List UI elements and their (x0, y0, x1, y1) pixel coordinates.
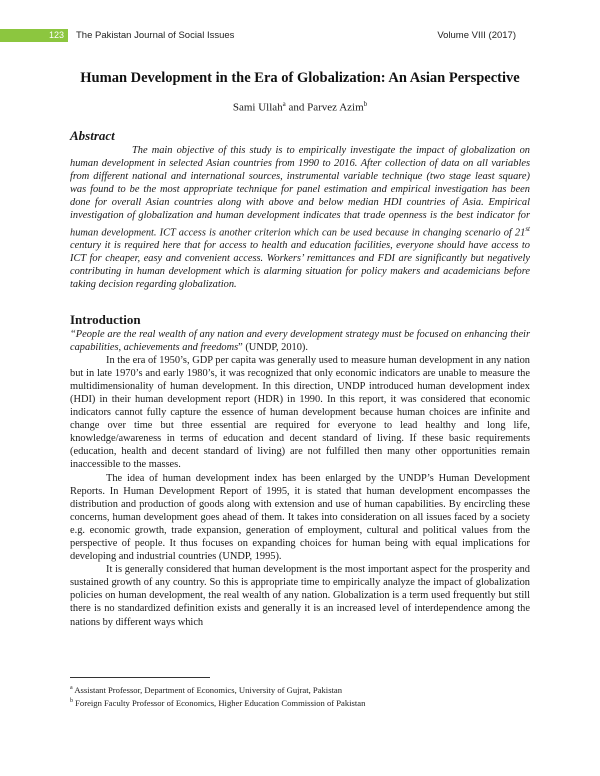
author-affiliation-mark: b (363, 100, 368, 108)
footnotes (70, 683, 540, 709)
body-paragraph: In the era of 1950’s, GDP per capita was generally used to measure human development in any nation but in late 1970’s and early 1980’s, it was recognized that only economic indicators are unable to measure the multidimensionality of human development. In this direction, UNDP introduced human development index (HDI) in their human development report (HDR) in 1990. In this report, it was considered that economic indicators cannot fully capture the essence of human development because human choices are infinite and change over time but three essential are required for everyone to lead healthy and long life, knowledge/awareness in terms of education and decent standard of living. If these basic requirements (education, health and decent standard of living) are not fulfilled then many other opportunities remain inaccessible to the masses. (70, 354, 530, 471)
author-affiliation-mark: a (282, 100, 286, 108)
quote-citation: ” (UNDP, 2010). (238, 341, 308, 353)
journal-name: The Pakistan Journal of Social Issues (76, 30, 235, 41)
page-number: 123 (0, 29, 68, 42)
introduction-heading: Introduction (70, 311, 141, 327)
footnote-text: Assistant Professor, Department of Economics, University of Gujrat, Pakistan (72, 684, 343, 695)
footnote (70, 683, 540, 696)
body-paragraph: It is generally considered that human development is the most important aspect for the prosperity and sustained growth of any country. So this is appropriate time to empirically analyze the impact of globalization policies on human development, the real wealth of any nation. Globalization is a term used frequently but still there is no standardized definition exists and generally it is an increased level of interdependence among the nations by different ways which (70, 564, 530, 628)
running-header (0, 29, 600, 42)
abstract-text: The main objective of this study is to empirically investigate the impact of globalization on human development in selected Asian countries from 1990 to 2016. After collection of data on all variables from different national and international sources, instrumental variable technique (two stage least square) was found to be the most appropriate technique for panel estimation and empirical investigation has been done for overall Asian countries along with above and below median HDI countries of Asia. Empirical investigation of globalization and human development indicates that trade openness is the best indicator for human development. ICT access is another criterion which can be used because in changing scenario of 21st century it is required here that for access to health and education facilities, everyone should have access to ICT for cheaper, easy and convenient access. Workers’ remittances and FDI are significantly but negatively contributing in human development which is alarming situation for policy makers and academicians before taking decision regarding globalization. (70, 145, 530, 291)
footnote-divider (70, 677, 210, 678)
paper-title: Human Development in the Era of Globalization: An Asian Perspective (80, 70, 520, 86)
quote-text: “People are the real wealth of any nation and every development strategy must be focused on enhancing their capabilities, achievements and freedoms (70, 328, 530, 353)
footnote-mark: a (70, 685, 73, 691)
article-body (70, 128, 530, 629)
footnote (70, 696, 540, 709)
author-line (0, 100, 600, 114)
abstract-heading: Abstract (70, 128, 115, 143)
footnote-mark: b (70, 697, 73, 704)
author-connector: and (285, 101, 308, 114)
epigraph-quote (70, 328, 530, 354)
author-name: Parvez Azim (307, 101, 364, 114)
body-paragraph: The idea of human development index has been enlarged by the UNDP’s Human Development Reports. In Human Development Report of 1995, it is stated that human development encompasses the distribution and production of goods along with extension and use of human capabilities. By encircling these concerns, human development goes ahead of them. It takes into consideration on all issues faced by a society e.g. economic growth, trade expansion, generation of employment, cultural and political values from the perspective of people. It thus focuses on expanding choices for human being with equal implications for developing and industrial countries (UNDP, 1995). (70, 472, 530, 563)
volume-label: Volume VIII (2017) (437, 30, 516, 41)
author-name: Sami Ullah (232, 101, 283, 114)
footnote-text: Foreign Faculty Professor of Economics, Higher Education Commission of Pakistan (73, 697, 366, 708)
